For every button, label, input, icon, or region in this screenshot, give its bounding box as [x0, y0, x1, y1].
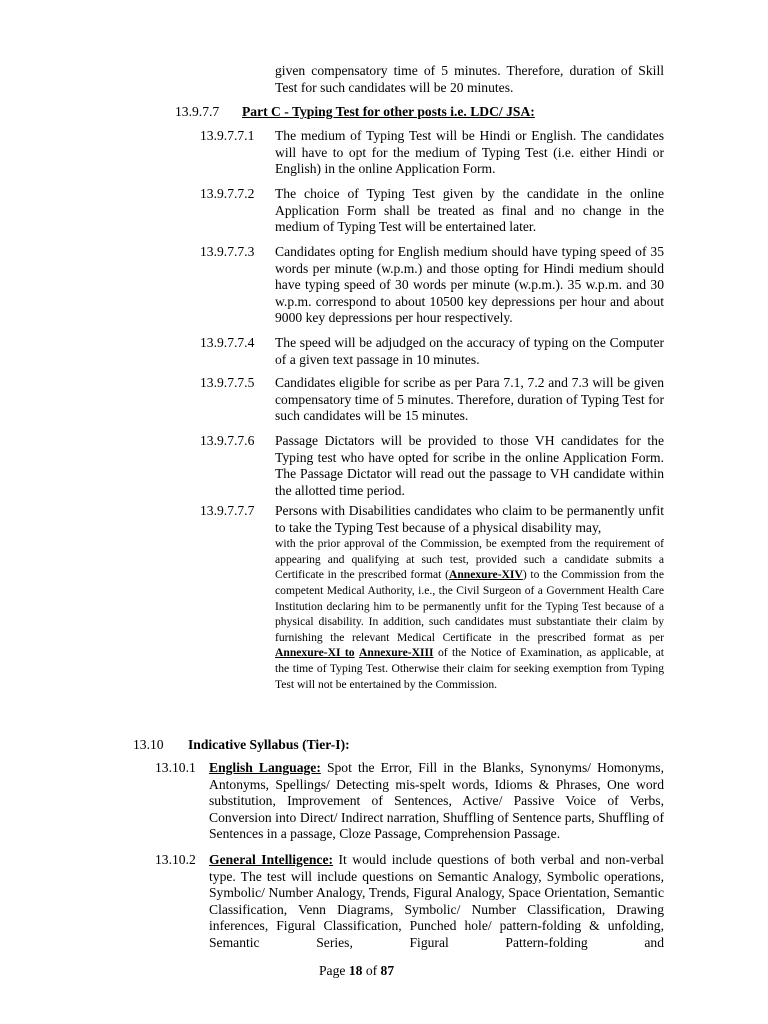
para-text: The speed will be adjudged on the accuracy of typing on the Computer of a given text passage in 10 minutes.	[275, 335, 664, 367]
para-number: 13.9.7.7.1	[200, 128, 255, 143]
syllabus-number: 13.10	[133, 737, 164, 752]
annexure-xiii-link: Annexure-XIII	[359, 646, 434, 660]
annexure-xi-link: Annexure-XI to	[275, 646, 355, 660]
para-number: 13.9.7.7.5	[200, 375, 255, 390]
para-7-large-text: Persons with Disabilities candidates who claim to be permanently unfit to take the Typing Test because of a physical disability may,	[275, 503, 664, 535]
intro-line-1: given compensatory time of 5 minutes. Therefore, duration of Skill	[275, 63, 664, 78]
part-c-heading: Part C - Typing Test for other posts i.e. LDC/ JSA:	[242, 104, 535, 119]
annexure-xiv-link: Annexure-XIV	[448, 568, 523, 582]
para-text: Passage Dictators will be provided to those VH candidates for the Typing test who have opted for scribe in the online Application Form. The Passage Dictator will read out the passage to VH candidate within the allotted time period.	[275, 433, 664, 498]
para-7-small-text	[275, 536, 664, 692]
para-7-small-2: ) to the Commission from the competent Medical Authority, i.e., the Civil Surgeon of a Government Health Care Institution declaring him to be permanently unfit for the Typing Test because of a physical disability. In addition, such candidates must substantiate their claim by furnishing the relevant Medical Certificate in the prescribed format as per	[275, 568, 664, 644]
para-7-small-4: of the Notice of Examination, as applicable, at the time of Typing Test. Otherwise their claim for seeking exemption from Typing Test will not be entertained by the Commission.	[275, 646, 665, 691]
para-text: Candidates eligible for scribe as per Para 7.1, 7.2 and 7.3 will be given compensatory time of 5 minutes. Therefore, duration of Typing Test for such candidates will be 15 minutes.	[275, 375, 664, 424]
para-7-text	[275, 503, 664, 692]
page-footer	[319, 963, 394, 980]
para-number: 13.9.7.7.2	[200, 186, 255, 201]
para-number: 13.9.7.7.3	[200, 244, 255, 259]
gi-number: 13.10.2	[155, 852, 196, 867]
intro-line-2: Test for such candidates will be 20 minutes.	[275, 79, 514, 95]
page-number: 18	[348, 963, 363, 978]
page-of-label: of	[362, 963, 381, 978]
syllabus-heading: Indicative Syllabus (Tier-I):	[188, 737, 350, 752]
english-text	[209, 760, 664, 843]
gi-body: It would include questions of both verbal and non-verbal type. The test will include questions on Semantic Analogy, Symbolic operations, Symbolic/ Number Analogy, Trends, Figural Analogy, Space Orientation, Semantic Classification, Venn Diagrams, Symbolic/ Number Classification, Drawing inferences, Figural Classification, Punched hole/ pattern-folding & unfolding, Semantic Series, Figural Pattern-folding and	[209, 852, 664, 950]
page-total: 87	[380, 963, 395, 978]
intro-text	[275, 63, 664, 96]
para-7-small-1: with the prior approval of the Commission, be exempted from the requirement of appearing and qualifying at such test, provided such a candidate submits a Certificate in the prescribed format (	[275, 537, 664, 582]
para-text: The medium of Typing Test will be Hindi or English. The candidates will have to opt for the medium of Typing Test (i.e. either Hindi or English) in the online Application Form.	[275, 128, 664, 177]
para-7-number: 13.9.7.7.7	[200, 503, 255, 518]
gi-text	[209, 852, 664, 952]
part-c-number: 13.9.7.7	[175, 104, 220, 119]
para-text: Candidates opting for English medium should have typing speed of 35 words per minute (w.p.m.) and those opting for Hindi medium should have typing speed of 30 words per minute (w.p.m.). 35 w.p.m. and 30 w.p.m. correspond to about 10500 key depressions per hour and about 9000 key depressions per hour respectively.	[275, 244, 664, 326]
english-title: English Language:	[209, 760, 321, 775]
gi-title: General Intelligence:	[209, 852, 334, 867]
para-number: 13.9.7.7.4	[200, 335, 255, 350]
page-label: Page	[319, 963, 349, 978]
para-number: 13.9.7.7.6	[200, 433, 255, 448]
english-number: 13.10.1	[155, 760, 196, 775]
para-text: The choice of Typing Test given by the candidate in the online Application Form shall be treated as final and no change in the medium of Typing Test will be entertained later.	[275, 186, 664, 235]
english-body: Spot the Error, Fill in the Blanks, Synonyms/ Homonyms, Antonyms, Spellings/ Detecting mis-spelt words, Idioms & Phrases, One word substitution, Improvement of Sentences, Active/ Passive Voice of Verbs, Conversion into Direct/ Indirect narration, Shuffling of Sentence parts, Shuffling of Sentences in a passage, Cloze Passage, Comprehension Passage.	[209, 760, 664, 842]
